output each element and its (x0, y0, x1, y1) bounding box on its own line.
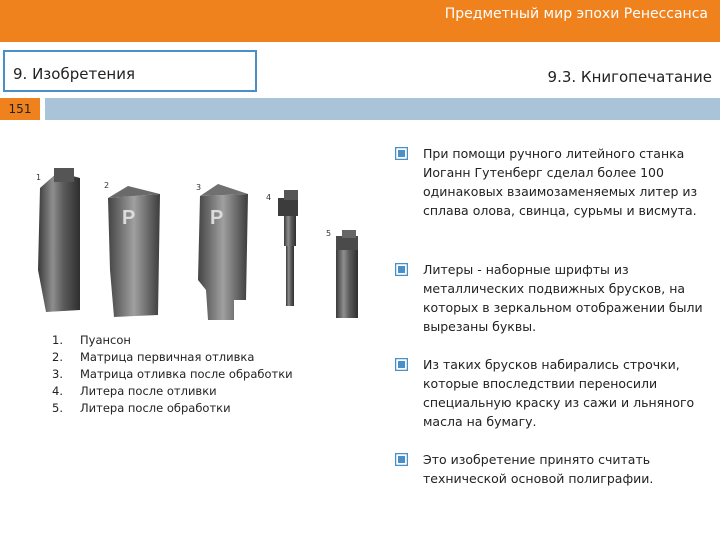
bullet-item: Из таких брусков набирались строчки, которые впоследствии переносили специальную краску из сажи и льняного масла на бумагу. (395, 355, 720, 431)
figure-label-1: 1 (36, 173, 42, 182)
figure-label-2: 2 (104, 181, 110, 190)
section-box (3, 50, 257, 92)
header-bar (0, 0, 720, 42)
checkbox-bullet-icon (395, 263, 408, 276)
stamp-letter-2: P (210, 207, 224, 229)
presentation-title: Предметный мир эпохи Ренессанса (444, 6, 708, 22)
punch-piece (38, 168, 80, 312)
checkbox-bullet-icon (395, 453, 408, 466)
type-pieces-illustration (30, 150, 365, 335)
figure-label-5: 5 (326, 229, 332, 238)
type-cast-piece (278, 190, 298, 306)
section-label: 9. Изобретения (13, 65, 135, 83)
stamp-letter-1: P (122, 207, 136, 229)
checkbox-bullet-icon (395, 147, 408, 160)
type-processed-piece (336, 230, 358, 318)
divider-band (45, 98, 720, 120)
page-number: 151 (0, 98, 40, 120)
legend-item: 4. Литера после отливки (52, 384, 217, 398)
checkbox-bullet-icon (395, 358, 408, 371)
figure-label-4: 4 (266, 193, 272, 202)
legend-item: 2. Матрица первичная отливка (52, 350, 255, 364)
subsection-title: 9.3. Книгопечатание (547, 68, 712, 86)
matrix-processed-piece (198, 184, 248, 320)
legend-item: 3. Матрица отливка после обработки (52, 367, 293, 381)
matrix-casting-piece (108, 186, 160, 317)
bullet-item: При помощи ручного литейного станка Иоганн Гутенберг сделал более 100 одинаковых взаимозаменяемых литер из сплава олова, свинца, сурьмы и висмута. (395, 144, 720, 220)
bullet-item: Это изобретение принято считать технической основой полиграфии. (395, 450, 720, 488)
legend-item: 1. Пуансон (52, 333, 131, 347)
bullet-item: Литеры - наборные шрифты из металлических подвижных брусков, на которых в зеркальном отображении были вырезаны буквы. (395, 260, 720, 336)
figure-label-3: 3 (196, 183, 202, 192)
legend-item: 5. Литера после обработки (52, 401, 231, 415)
figure-legend (52, 332, 322, 417)
